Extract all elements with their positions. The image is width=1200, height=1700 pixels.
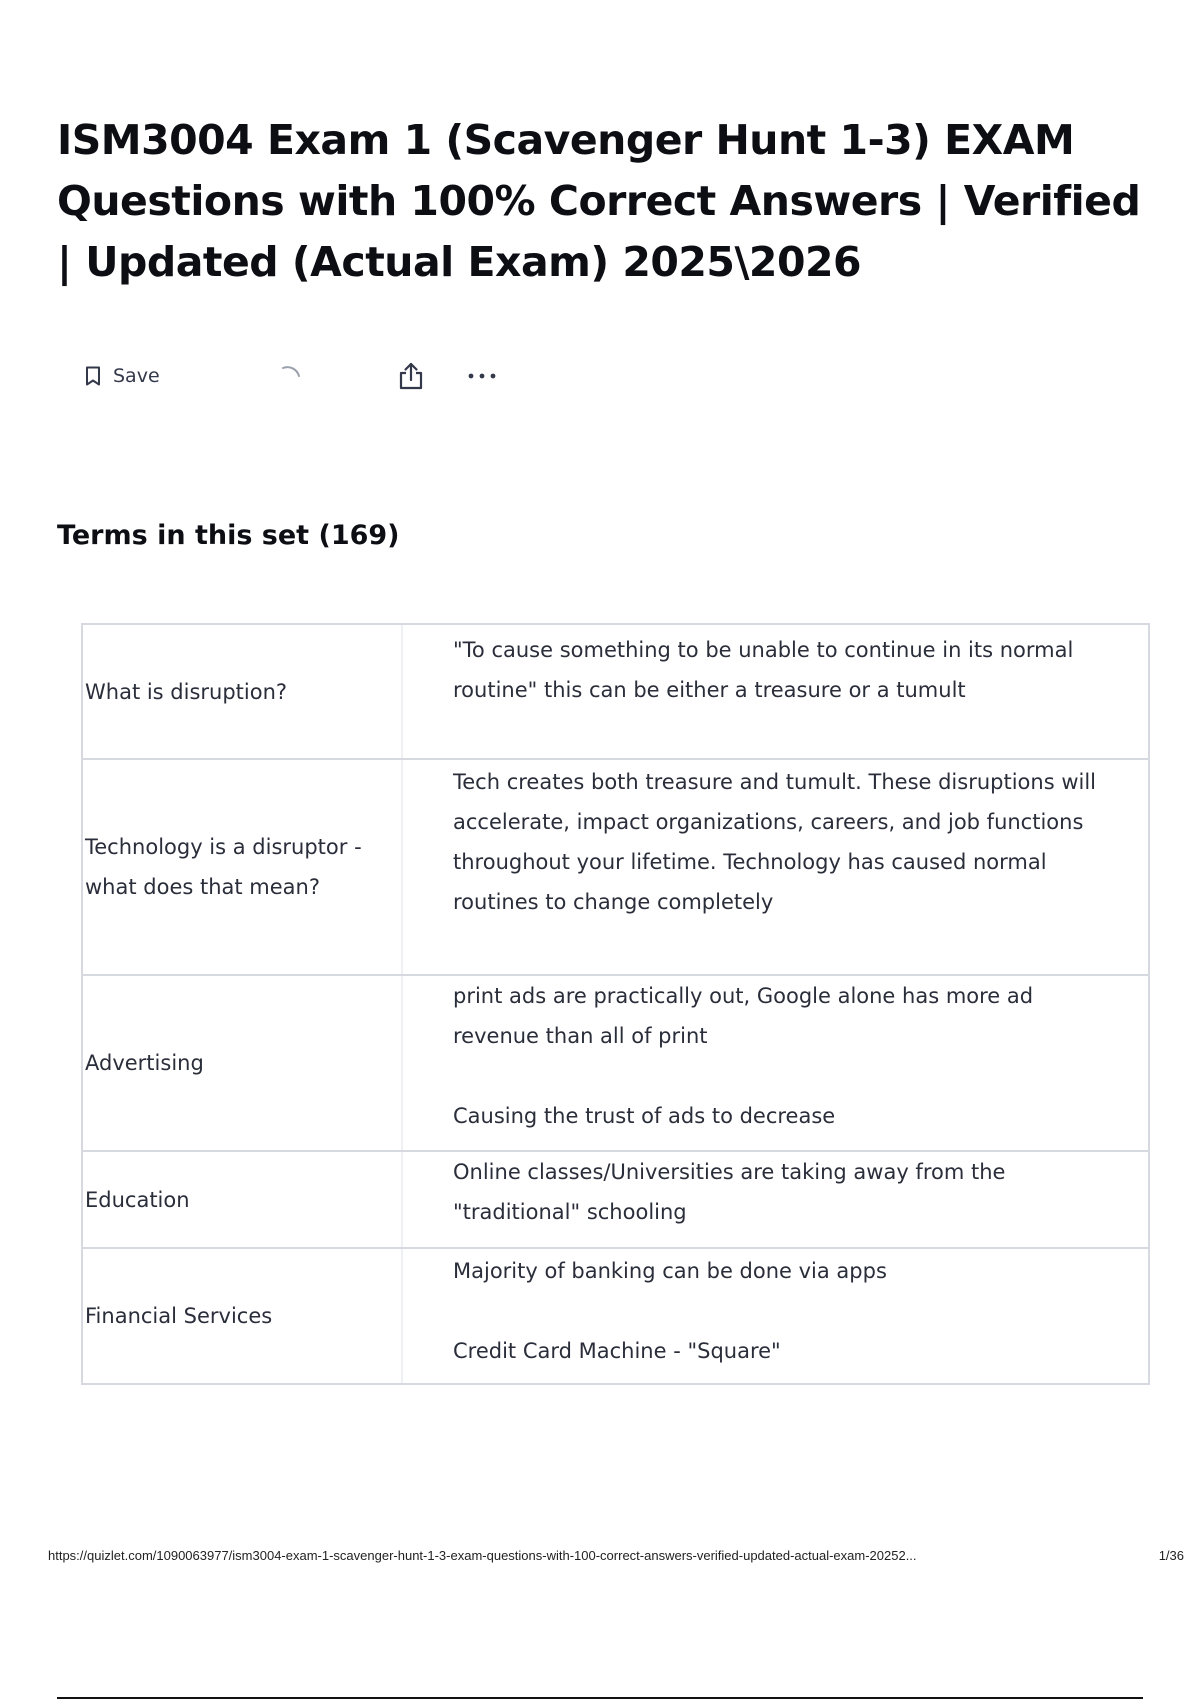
term-row — [83, 625, 1148, 760]
page-url: https://quizlet.com/1090063977/ism3004-exam-1-scavenger-hunt-1-3-exam-questions-with-100-correct-answers-verified-updated-actual-exam-20252... — [48, 1548, 917, 1563]
term-text: What is disruption? — [83, 625, 403, 758]
definition-text: "To cause something to be unable to continue in its normal routine" this can be either a treasure or a tumult — [453, 638, 1074, 702]
term-row — [83, 1152, 1148, 1249]
page-number: 1/36 — [1158, 1548, 1184, 1563]
term-text: Financial Services — [83, 1249, 403, 1383]
term-text: Advertising — [83, 976, 403, 1150]
terms-table — [81, 623, 1150, 1385]
definition-text: Online classes/Universities are taking away from the "traditional" schooling — [453, 1160, 1006, 1224]
bottom-divider — [57, 1697, 1143, 1699]
term-row — [83, 976, 1148, 1152]
page-title: ISM3004 Exam 1 (Scavenger Hunt 1-3) EXAM Questions with 100% Correct Answers | Verified | Updated (Actual Exam) 2025\2026 — [57, 116, 1141, 286]
more-options-icon — [467, 371, 497, 381]
save-button[interactable] — [85, 360, 160, 392]
share-icon — [397, 361, 425, 391]
loading-spinner-icon — [275, 360, 307, 392]
more-options-button[interactable] — [467, 360, 497, 392]
term-row — [83, 1249, 1148, 1385]
bookmark-icon — [85, 366, 101, 386]
definition-text: Majority of banking can be done via apps Credit Card Machine - "Square" — [453, 1259, 887, 1363]
save-button-label: Save — [113, 365, 160, 387]
term-text: Education — [83, 1152, 403, 1247]
term-text: Technology is a disruptor - what does that mean? — [83, 760, 403, 974]
definition-text: Tech creates both treasure and tumult. These disruptions will accelerate, impact organizations, careers, and job functions throughout your lifetime. Technology has caused normal routines to change completely — [453, 770, 1097, 914]
terms-section-heading: Terms in this set (169) — [57, 520, 400, 551]
share-button[interactable] — [397, 360, 425, 392]
definition-text: print ads are practically out, Google alone has more ad revenue than all of print Causing the trust of ads to decrease — [453, 984, 1034, 1128]
term-row — [83, 760, 1148, 976]
